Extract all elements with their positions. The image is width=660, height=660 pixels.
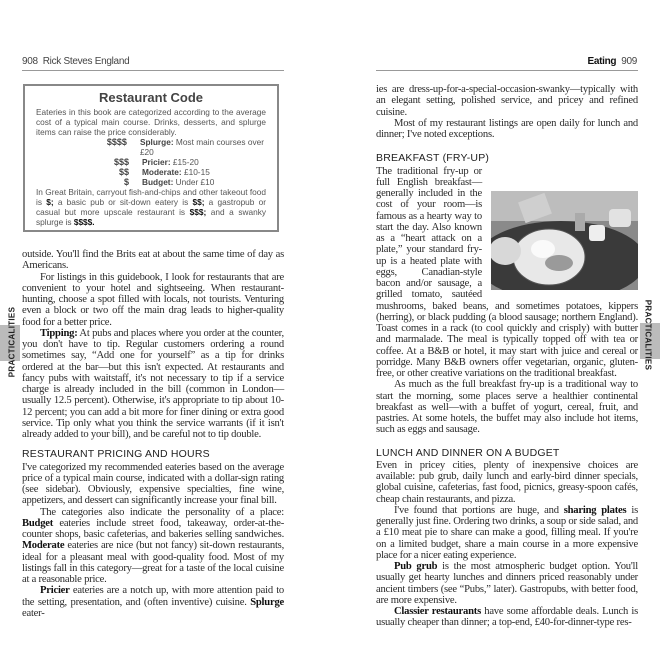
right-running-header	[587, 56, 637, 67]
right-page-body	[376, 84, 638, 629]
right-page-number: 909	[621, 56, 637, 67]
paragraph: outside. You'll find the Brits eat at about the same time of day as Americans.	[22, 249, 284, 272]
paragraph: I've found that portions are huge, and sharing plates is generally just fine. Ordering two drinks, a soup or side salad, and a £10 meat pie to share can make a good, filling meal. If you're on a limited budget, share a main course in a more expensive place for a nicer eating experience.	[376, 504, 638, 561]
section-title: Eating	[587, 56, 617, 67]
left-tab-label: PRACTICALITIES	[7, 306, 17, 378]
book-title: Rick Steves England	[42, 56, 130, 67]
paragraph: The categories also indicate the personality of a place: Budget eateries include street food, takeaway, order-at-the-counter shops, basic cafeterias, and bakeries selling sandwiches. Moderate eateries are nice (but not fancy) sit-down restaurants, ideal for a pleasant meal with good-quality food. Most of my listings fall in this category—great for a taste of the local cuisine at a reasonable price.	[22, 506, 284, 585]
sidebar-outro: In Great Britain, carryout fish-and-chips and other takeout food is $; a basic pub or sit-down eatery is $$; a gastropub or casual but more upscale restaurant is $$$; and a swanky splurge is $$$$.	[36, 187, 267, 227]
paragraph: As much as the full breakfast fry-up is a traditional way to start the morning, some places serve a healthier continental breakfast as well—with a buffet of yogurt, cereal, fruit, and pastries. At some hotels, the buffet may also include hot items, such as eggs and sausage.	[376, 379, 638, 436]
price-code-row: $ Budget: Under £10	[123, 177, 215, 187]
price-code-row: $$$ Pricier: £15-20	[113, 157, 199, 167]
paragraph: ies are dress-up-for-a-special-occasion-swanky—typically with an elegant setting, polished service, and pricey and refined cuisine.	[376, 84, 638, 118]
header-rule	[376, 70, 638, 71]
left-running-header	[22, 56, 129, 67]
right-tab-label: PRACTICALITIES	[643, 299, 653, 371]
price-code-row: $$ Moderate: £10-15	[118, 167, 210, 177]
breakfast-photo	[491, 191, 638, 290]
sidebar-title: Restaurant Code	[98, 90, 204, 105]
left-page-number: 908	[22, 56, 38, 67]
left-page-body	[22, 249, 284, 619]
paragraph: Tipping: At pubs and places where you order at the counter, you don't have to tip. Regular customers ordering a round sometimes say, “Add one for yourself” as a tip for drinks ordered at the bar—but this isn't expected. At restaurants and fancy pubs with waitstaff, it's not necessary to tip if a service charge is already included in the bill (common in London—usually 12.5 percent). Otherwise, it's appropriate to tip about 10-12 percent; you can add a bit more for finer dining or extra good service. Tip only what you think the service warrants (if it isn't already added to your bill), and be careful not to tip double.	[22, 327, 284, 440]
section-heading: LUNCH AND DINNER ON A BUDGET	[376, 446, 560, 459]
price-code-row: $$$$ Splurge: Most main courses over £20	[106, 137, 264, 157]
restaurant-code-sidebar	[23, 84, 279, 232]
paragraph: The traditional fry-up or full English breakfast—generally included in the cost of your room—is famous as a hearty way to start the day. Also known as a “heart attack on a plate,” your standard fry-up is a heated plate with eggs, Canadian-style bacon and/or sausage, a grilled tomato, sautéed mushrooms, baked beans, and sometimes potatoes, kippers (herring), or black pudding (a blood sausage; northern England). Toast comes in a rack (to cool quickly and crisply) with butter and marmalade. The meal is typically topped off with tea or coffee. At a B&B or hotel, it may start with juice and cereal or porridge. Many B&B owners offer vegetarian, organic, gluten-free, or other creative variations on the traditional breakfast.	[376, 165, 638, 379]
paragraph: Classier restaurants have some affordable deals. Lunch is usually cheaper than dinner; a top-end, £40-for-dinner-type res-	[376, 606, 638, 629]
fry-up-breakfast-image	[491, 191, 638, 290]
header-rule	[22, 70, 284, 71]
paragraph: Pub grub is the most atmospheric budget option. You'll usually get hearty lunches and dinners priced reasonably under ancient timbers (see “Pubs,” later). Gastropubs, with better food, are more expensive.	[376, 561, 638, 606]
section-heading: RESTAURANT PRICING AND HOURS	[22, 448, 210, 461]
paragraph: For listings in this guidebook, I look for restaurants that are convenient to your hotel and sightseeing. When restaurant-hunting, choose a spot filled with locals, not tourists. Venturing even a block or two off the main drag leads to higher-quality food for a better price.	[22, 271, 284, 328]
sidebar-intro: Eateries in this book are categorized according to the average cost of a typical main course. Drinks, desserts, and splurge items can raise the price considerably.	[36, 107, 266, 137]
paragraph: Pricier eateries are a notch up, with more attention paid to the setting, presentation, and (often inventive) cuisine. Splurge eater-	[22, 585, 284, 619]
paragraph: Most of my restaurant listings are open daily for lunch and dinner; I've noted exceptions.	[376, 117, 638, 140]
paragraph: I've categorized my recommended eateries based on the average price of a typical main course, indicated with a dollar-sign rating (see sidebar). Obviously, expensive specialties, fine wine, appetizers, and dessert can significantly increase your final bill.	[22, 461, 284, 507]
section-heading: BREAKFAST (FRY-UP)	[376, 152, 490, 165]
paragraph: Even in pricey cities, plenty of inexpensive choices are available: pub grub, daily lunch and early-bird dinner specials, global cuisine, cafeterias, fast food, picnics, greasy-spoon cafés, cheap chain restaurants, and pizza.	[376, 459, 638, 505]
